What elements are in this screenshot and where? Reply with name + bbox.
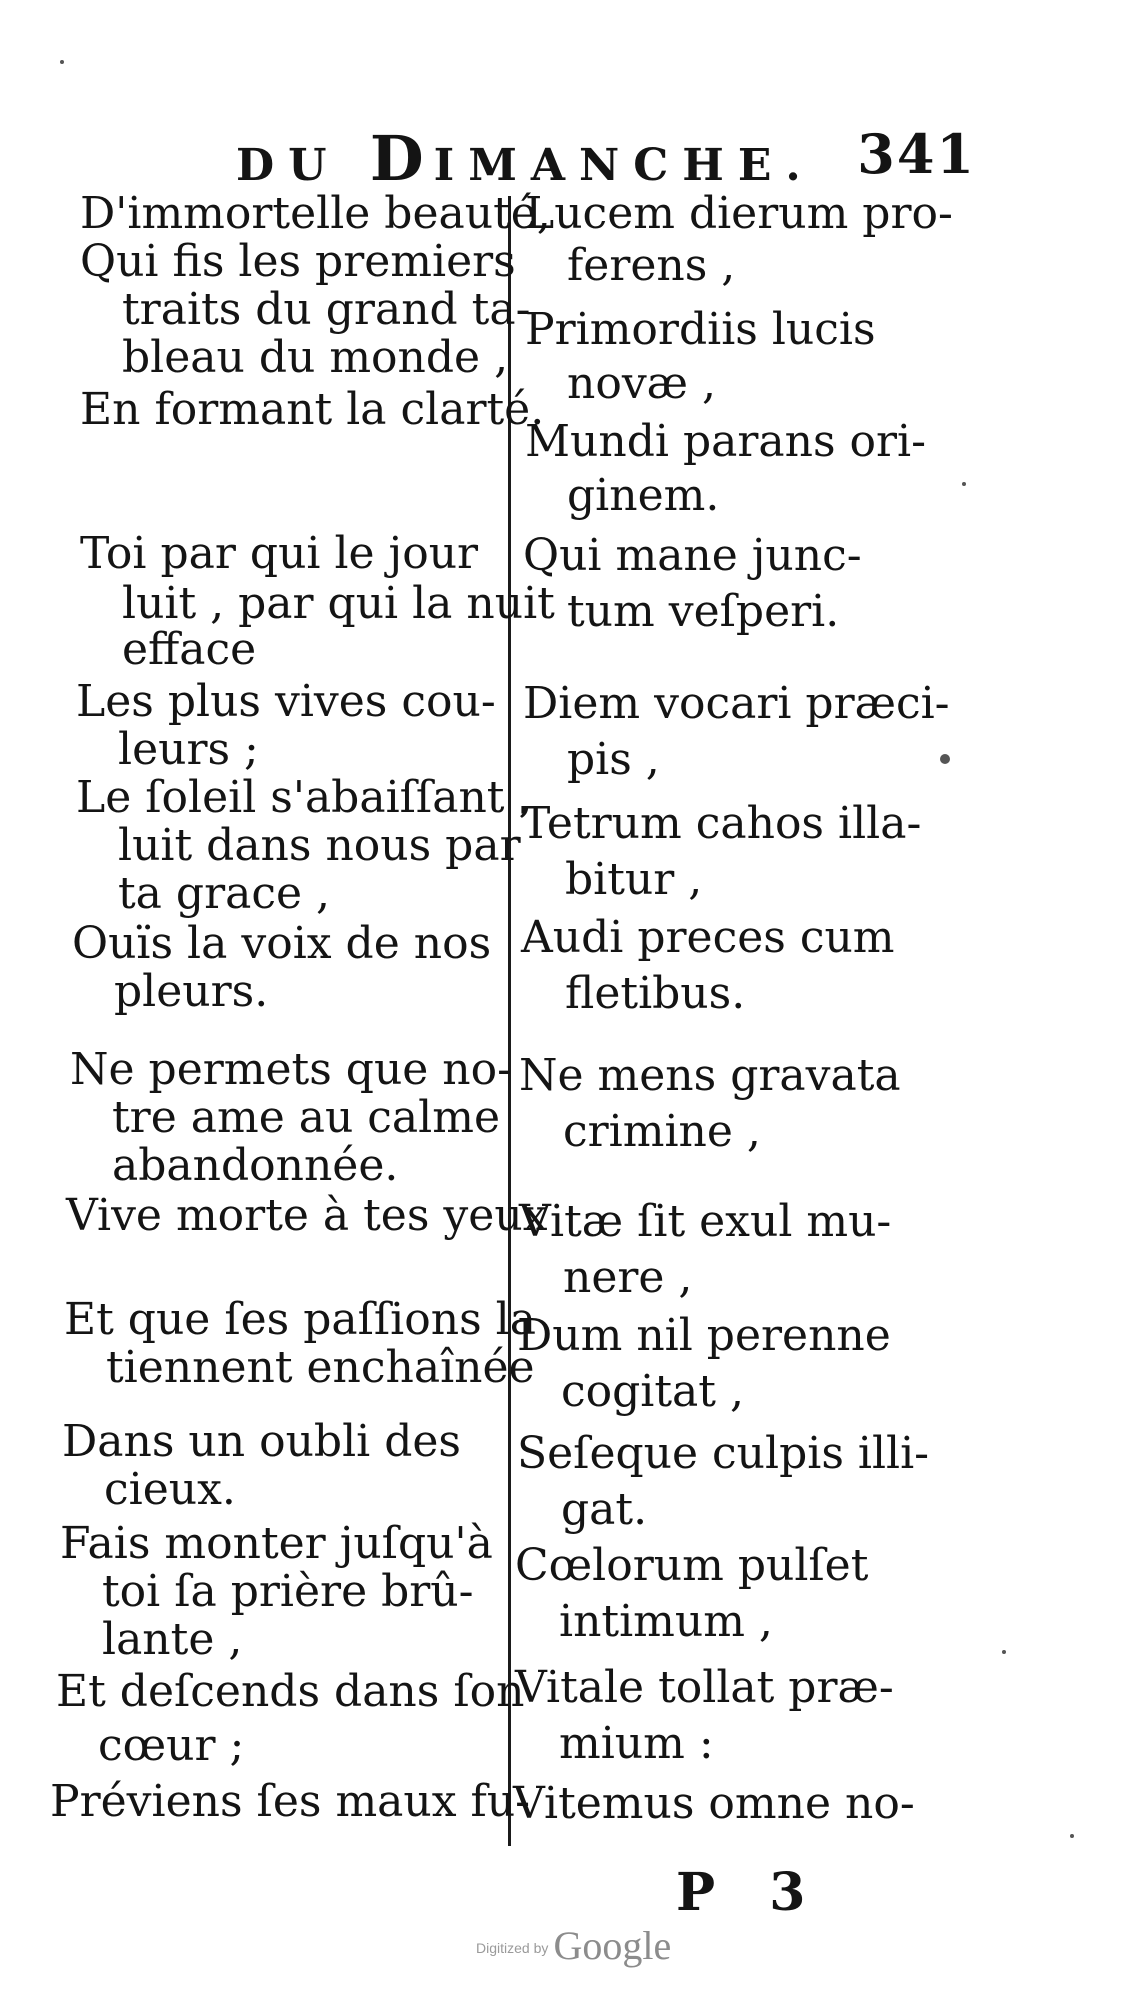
latin-line: novæ , bbox=[567, 358, 717, 409]
french-line: Dans un oubli des bbox=[62, 1416, 461, 1467]
latin-line: Lucem dierum pro- bbox=[525, 188, 953, 239]
french-line: tre ame au calme bbox=[112, 1092, 500, 1143]
french-line: ta grace , bbox=[118, 868, 330, 919]
ink-speck bbox=[1002, 1650, 1006, 1654]
french-line: Ouïs la voix de nos bbox=[72, 918, 492, 969]
french-line: Fais monter juſqu'à bbox=[60, 1518, 493, 1569]
french-line: Qui fis les premiers bbox=[80, 236, 516, 287]
french-line: traits du grand ta- bbox=[122, 284, 531, 335]
running-head-title bbox=[236, 122, 815, 195]
latin-line: mium : bbox=[559, 1718, 714, 1769]
latin-line: bitur , bbox=[565, 854, 703, 905]
digitization-watermark bbox=[476, 1922, 671, 1972]
french-line: Le ſoleil s'abaiſſant , bbox=[76, 772, 533, 823]
french-line: Et que ſes paſſions la bbox=[64, 1294, 536, 1345]
french-line: Et deſcends dans ſon bbox=[56, 1666, 525, 1717]
latin-line: fletibus. bbox=[565, 968, 746, 1019]
latin-line: Qui mane junc- bbox=[523, 530, 862, 581]
latin-line: Cœlorum pulſet bbox=[515, 1540, 869, 1591]
running-head-title-rest: IMANCHE. bbox=[433, 140, 815, 191]
signature-mark: P 3 bbox=[676, 1862, 824, 1923]
french-line: leurs ; bbox=[118, 724, 259, 775]
page-number: 341 bbox=[857, 122, 976, 186]
latin-line: crimine , bbox=[563, 1106, 761, 1157]
french-line: D'immortelle beauté, bbox=[80, 188, 551, 239]
french-line: Vive morte à tes yeux bbox=[66, 1190, 548, 1241]
french-line: cœur ; bbox=[98, 1720, 245, 1771]
latin-line: gat. bbox=[561, 1484, 648, 1535]
ink-speck bbox=[60, 60, 64, 64]
latin-line: ferens , bbox=[567, 240, 736, 291]
french-line: En formant la clarté. bbox=[80, 384, 545, 435]
latin-line: Tetrum cahos illa- bbox=[521, 798, 922, 849]
latin-line: tum veſperi. bbox=[567, 586, 840, 637]
latin-line: Vitemus omne no- bbox=[513, 1778, 915, 1829]
french-line: luit dans nous par bbox=[118, 820, 521, 871]
latin-line: Dum nil perenne bbox=[517, 1310, 891, 1361]
french-line: lante , bbox=[102, 1614, 243, 1665]
column-divider bbox=[508, 196, 511, 1846]
french-line: Ne permets que no- bbox=[70, 1044, 512, 1095]
latin-line: Vitæ ſit exul mu- bbox=[519, 1196, 892, 1247]
french-line: toi ſa prière brû- bbox=[102, 1566, 474, 1617]
latin-line: intimum , bbox=[559, 1596, 773, 1647]
french-line: tiennent enchaînée bbox=[106, 1342, 535, 1393]
french-line: pleurs. bbox=[114, 966, 269, 1017]
latin-line: Seſeque culpis illi- bbox=[517, 1428, 930, 1479]
french-line: Toi par qui le jour bbox=[80, 528, 479, 579]
french-line: cieux. bbox=[104, 1464, 236, 1515]
running-head-title-first: DU bbox=[236, 140, 370, 191]
latin-line: pis , bbox=[567, 734, 660, 785]
ink-speck bbox=[962, 482, 966, 486]
ink-speck bbox=[1070, 1834, 1074, 1838]
french-line: luit , par qui la nuit bbox=[122, 578, 555, 629]
french-line: abandonnée. bbox=[112, 1140, 399, 1191]
latin-line: Ne mens gravata bbox=[519, 1050, 901, 1101]
french-line: efface bbox=[122, 624, 257, 675]
latin-line: Diem vocari præci- bbox=[523, 678, 950, 729]
google-logo: Google bbox=[553, 1923, 672, 1968]
latin-line: Primordiis lucis bbox=[525, 304, 876, 355]
latin-line: cogitat , bbox=[561, 1366, 744, 1417]
latin-line: Vitale tollat præ- bbox=[515, 1662, 894, 1713]
french-line: Les plus vives cou- bbox=[76, 676, 496, 727]
french-line: bleau du monde , bbox=[122, 332, 509, 383]
latin-line: Mundi parans ori- bbox=[525, 416, 926, 467]
latin-line: Audi preces cum bbox=[521, 912, 895, 963]
running-head bbox=[236, 122, 976, 195]
french-line: Préviens ſes maux fu- bbox=[50, 1776, 531, 1827]
ink-speck bbox=[940, 754, 950, 764]
latin-line: ginem. bbox=[567, 470, 720, 521]
running-head-title-initial: D bbox=[369, 122, 434, 195]
watermark-prefix: Digitized by bbox=[476, 1940, 549, 1956]
latin-line: nere , bbox=[563, 1252, 693, 1303]
